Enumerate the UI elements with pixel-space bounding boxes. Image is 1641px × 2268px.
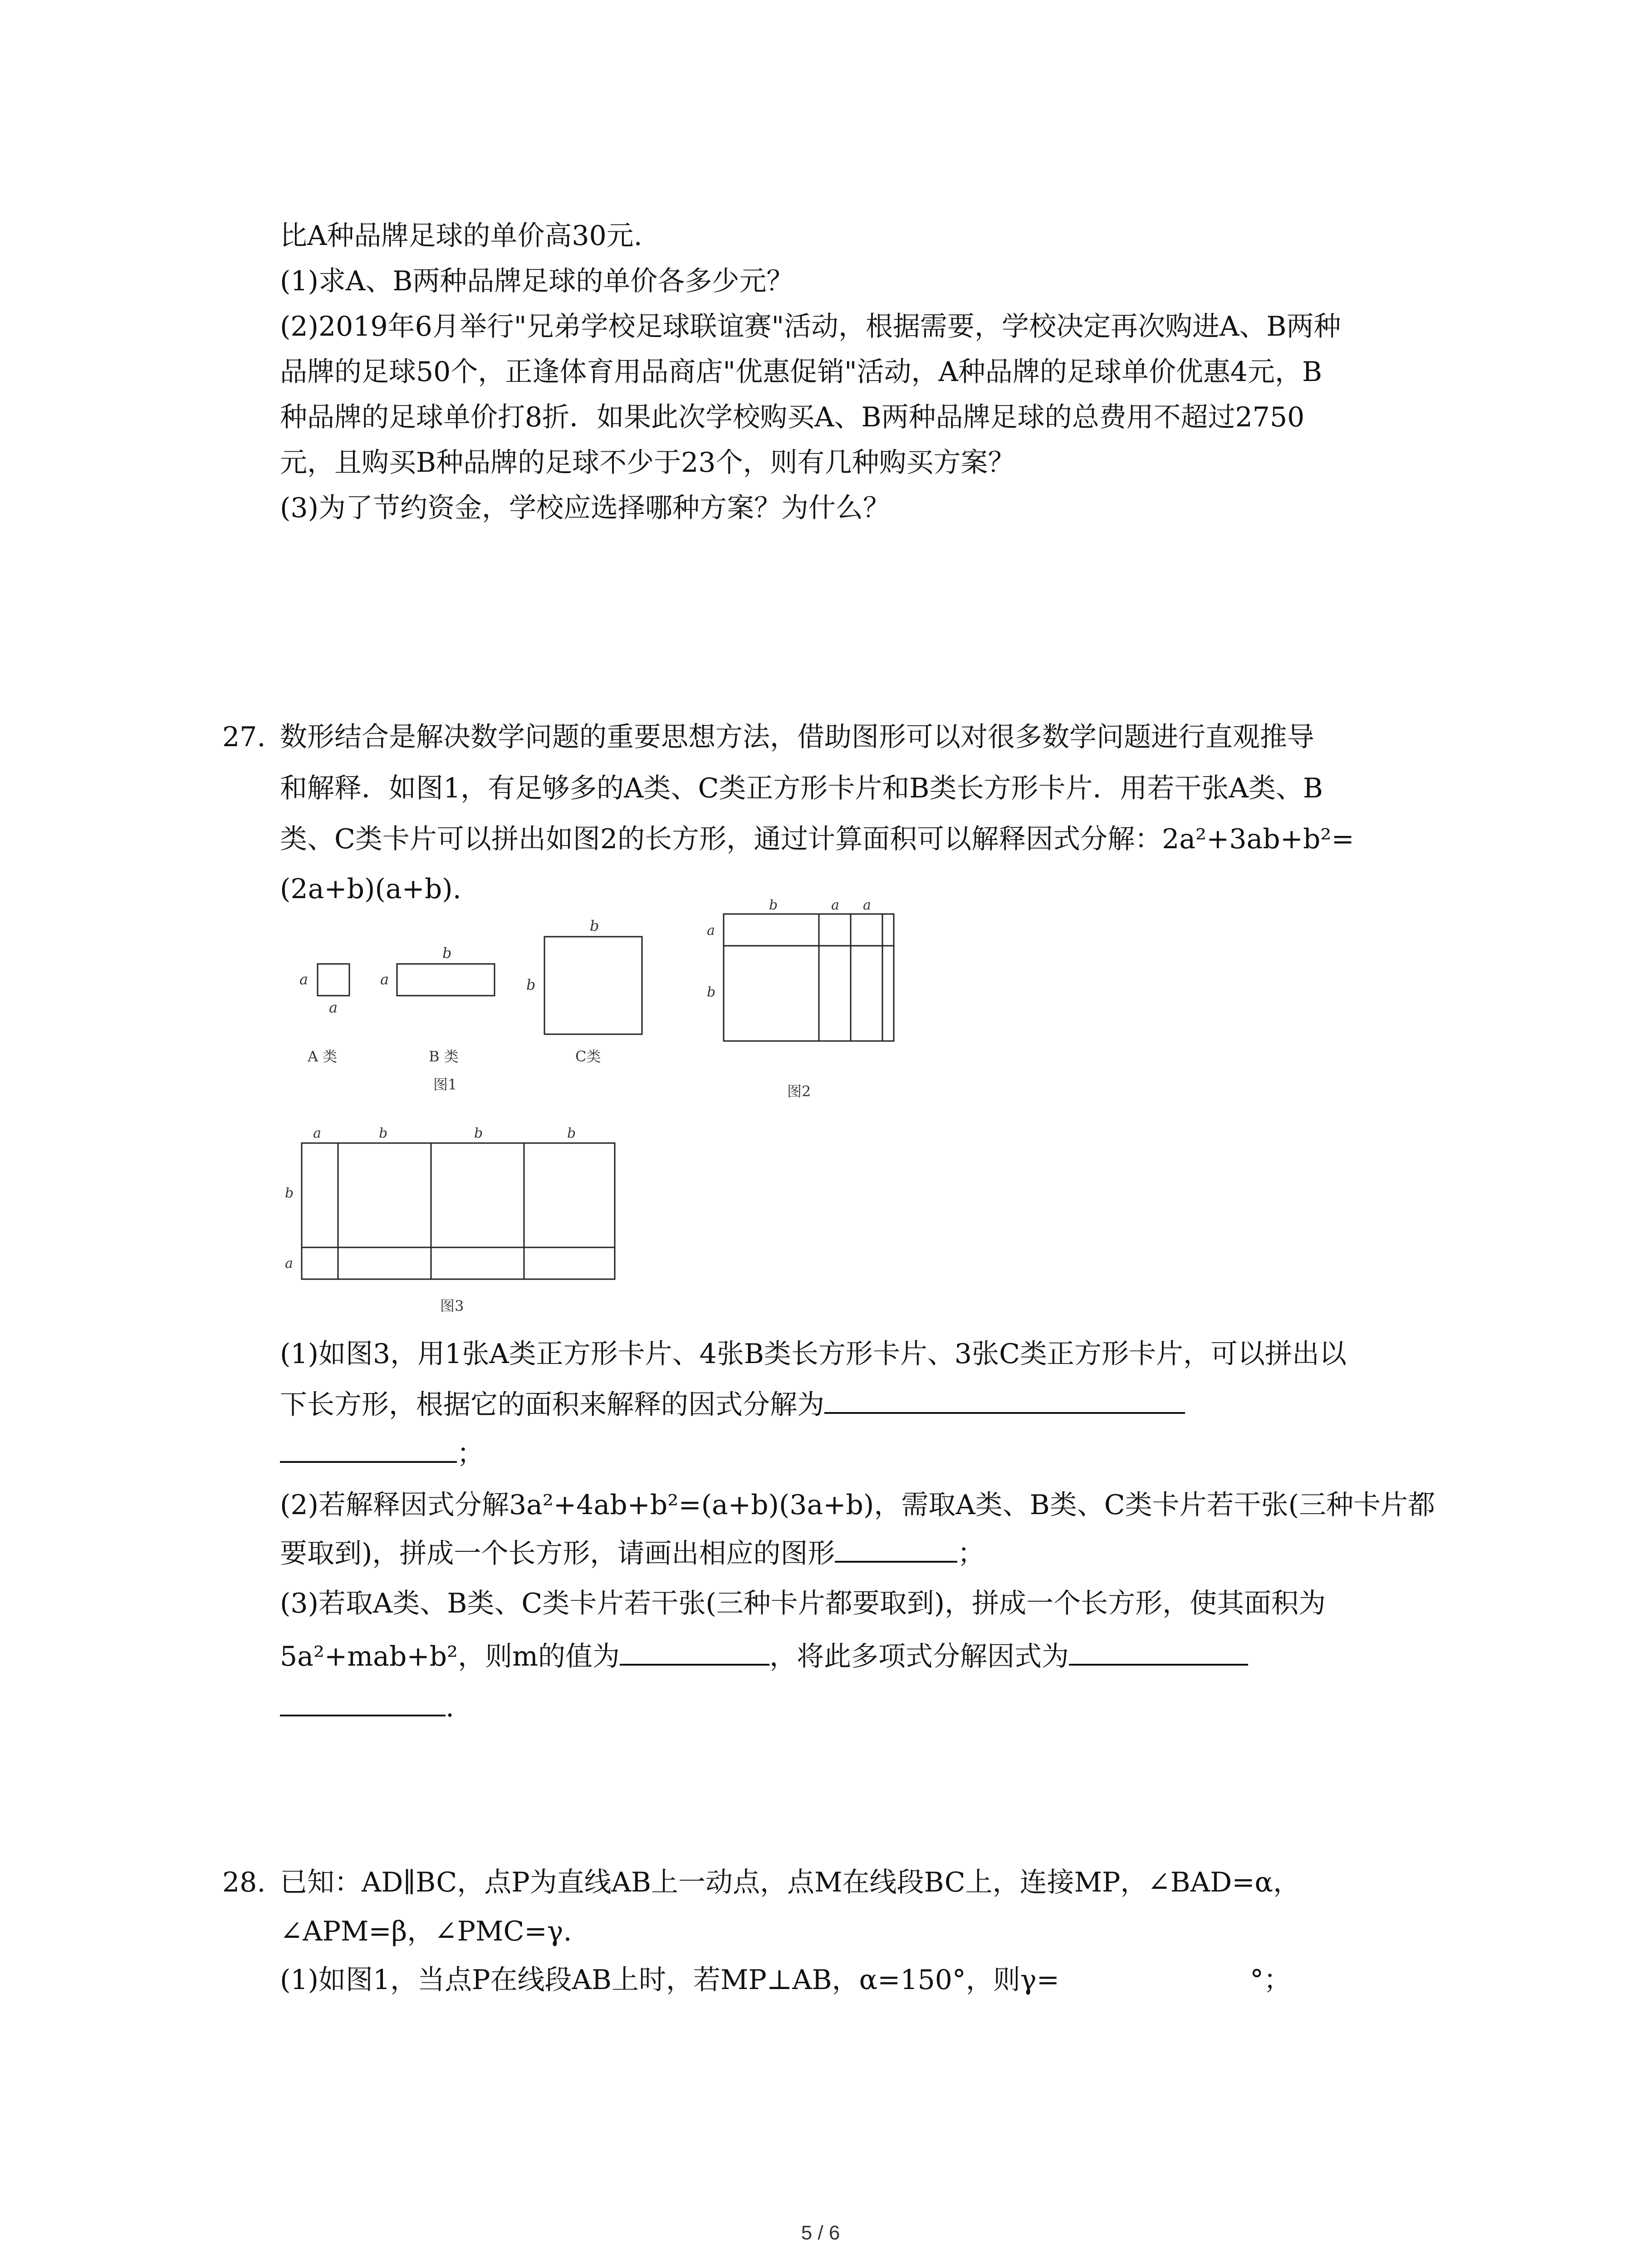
fig1-b-b: b [442, 944, 452, 962]
q26-line-5: 种品牌的足球单价打8折．如果此次学校购买A、B两种品牌足球的总费用不超过2750 [280, 401, 1305, 433]
q27-intro-4: (2a+b)(a+b). [280, 873, 461, 905]
q27-part2-line2: 要取到)，拼成一个长方形，请画出相应的图形 ； [280, 1535, 985, 1572]
answer-blank-1a[interactable] [824, 1386, 1185, 1414]
answer-blank-2[interactable] [835, 1535, 957, 1563]
q27-intro-2: 和解释．如图1，有足够多的A类、C类正方形卡片和B类长方形卡片．用若干张A类、B [280, 772, 1323, 804]
svg-text:b: b [769, 897, 778, 913]
q28-number: 28. [222, 1867, 266, 1898]
q27-number: 27. [222, 721, 266, 753]
answer-blank-3a[interactable] [620, 1637, 769, 1666]
answer-blank-1b[interactable] [280, 1435, 457, 1463]
q27-intro-3: 类、C类卡片可以拼出如图2的长方形，通过计算面积可以解释因式分解：2a²+3ab+b²= [280, 823, 1354, 855]
q27-part3-line2: 5a²+mab+b²，则m的值为 ，将此多项式分解因式为 [280, 1637, 1248, 1675]
card-b-rect [397, 964, 495, 996]
figure-3 [268, 1116, 635, 1322]
q28-line-2: ∠APM=β，∠PMC=γ. [280, 1916, 572, 1947]
q26-line-6: 元，且购买B种品牌的足球不少于23个，则有几种购买方案？ [280, 447, 1015, 479]
q26-line-2: (1)求A、B两种品牌足球的单价各多少元？ [280, 265, 794, 297]
q28-line-3: (1)如图1，当点P在线段AB上时，若MP⊥AB，α=150°，则γ= °； [280, 1964, 1291, 1996]
svg-text:a: a [707, 923, 715, 938]
q26-line-7: (3)为了节约资金，学校应选择哪种方案？为什么？ [280, 492, 890, 524]
q27-part3-line3: . [280, 1688, 454, 1725]
fig1-caption: 图1 [433, 1076, 457, 1093]
svg-text:b: b [474, 1125, 483, 1141]
fig1-c-b-top: b [590, 917, 599, 934]
fig1-a-left: a [299, 971, 309, 988]
fig1-c-b-left: b [526, 976, 536, 993]
svg-text:b: b [379, 1125, 388, 1141]
fig1-a-bottom: a [329, 999, 338, 1016]
fig2-caption: 图2 [787, 1083, 811, 1100]
q26-line-1: 比A种品牌足球的单价高30元. [280, 220, 642, 252]
figure-1 [290, 912, 662, 1104]
fig1-label-b: B 类 [429, 1048, 459, 1065]
fig3-caption: 图3 [440, 1297, 464, 1315]
svg-text:b: b [567, 1125, 576, 1141]
svg-text:a: a [863, 897, 871, 913]
q28-line-1: 已知：AD∥BC，点P为直线AB上一动点，点M在线段BC上，连接MP，∠BAD=α， [280, 1867, 1301, 1898]
card-c-square [544, 937, 642, 1034]
answer-blank-3c[interactable] [280, 1688, 446, 1716]
answer-blank-3b[interactable] [1069, 1637, 1248, 1666]
q27-part1-line2: 下长方形，根据它的面积来解释的因式分解为 [280, 1386, 1185, 1423]
fig1-b-a: a [380, 971, 389, 988]
svg-text:b: b [285, 1185, 294, 1201]
q26-line-4: 品牌的足球50个，正逢体育用品商店"优惠促销"活动，A种品牌的足球单价优惠4元，B [280, 356, 1323, 388]
q27-part1-line3: ； [280, 1435, 484, 1472]
svg-text:a: a [831, 897, 839, 913]
fig1-label-a: A 类 [308, 1048, 338, 1065]
figure-2 [699, 891, 907, 1111]
q27-part2-line1: (2)若解释因式分解3a²+4ab+b²=(a+b)(3a+b)，需取A类、B类、C类卡片若干张(三种卡片都 [280, 1489, 1435, 1521]
q27-part1-line1: (1)如图3，用1张A类正方形卡片、4张B类长方形卡片、3张C类正方形卡片，可以拼出以 [280, 1338, 1347, 1370]
q27-part3-line1: (3)若取A类、B类、C类卡片若干张(三种卡片都要取到)，拼成一个长方形，使其面积为 [280, 1588, 1326, 1619]
fig1-label-c: C类 [575, 1048, 601, 1065]
q26-line-3: (2)2019年6月举行"兄弟学校足球联谊赛"活动，根据需要，学校决定再次购进A、B两种 [280, 311, 1341, 342]
svg-text:b: b [707, 984, 716, 1000]
card-a-square [318, 964, 349, 996]
svg-text:a: a [313, 1125, 321, 1141]
q27-intro-1: 数形结合是解决数学问题的重要思想方法，借助图形可以对很多数学问题进行直观推导 [280, 721, 1314, 753]
page-number: 5 / 6 [801, 2222, 840, 2244]
svg-text:a: a [285, 1256, 293, 1271]
